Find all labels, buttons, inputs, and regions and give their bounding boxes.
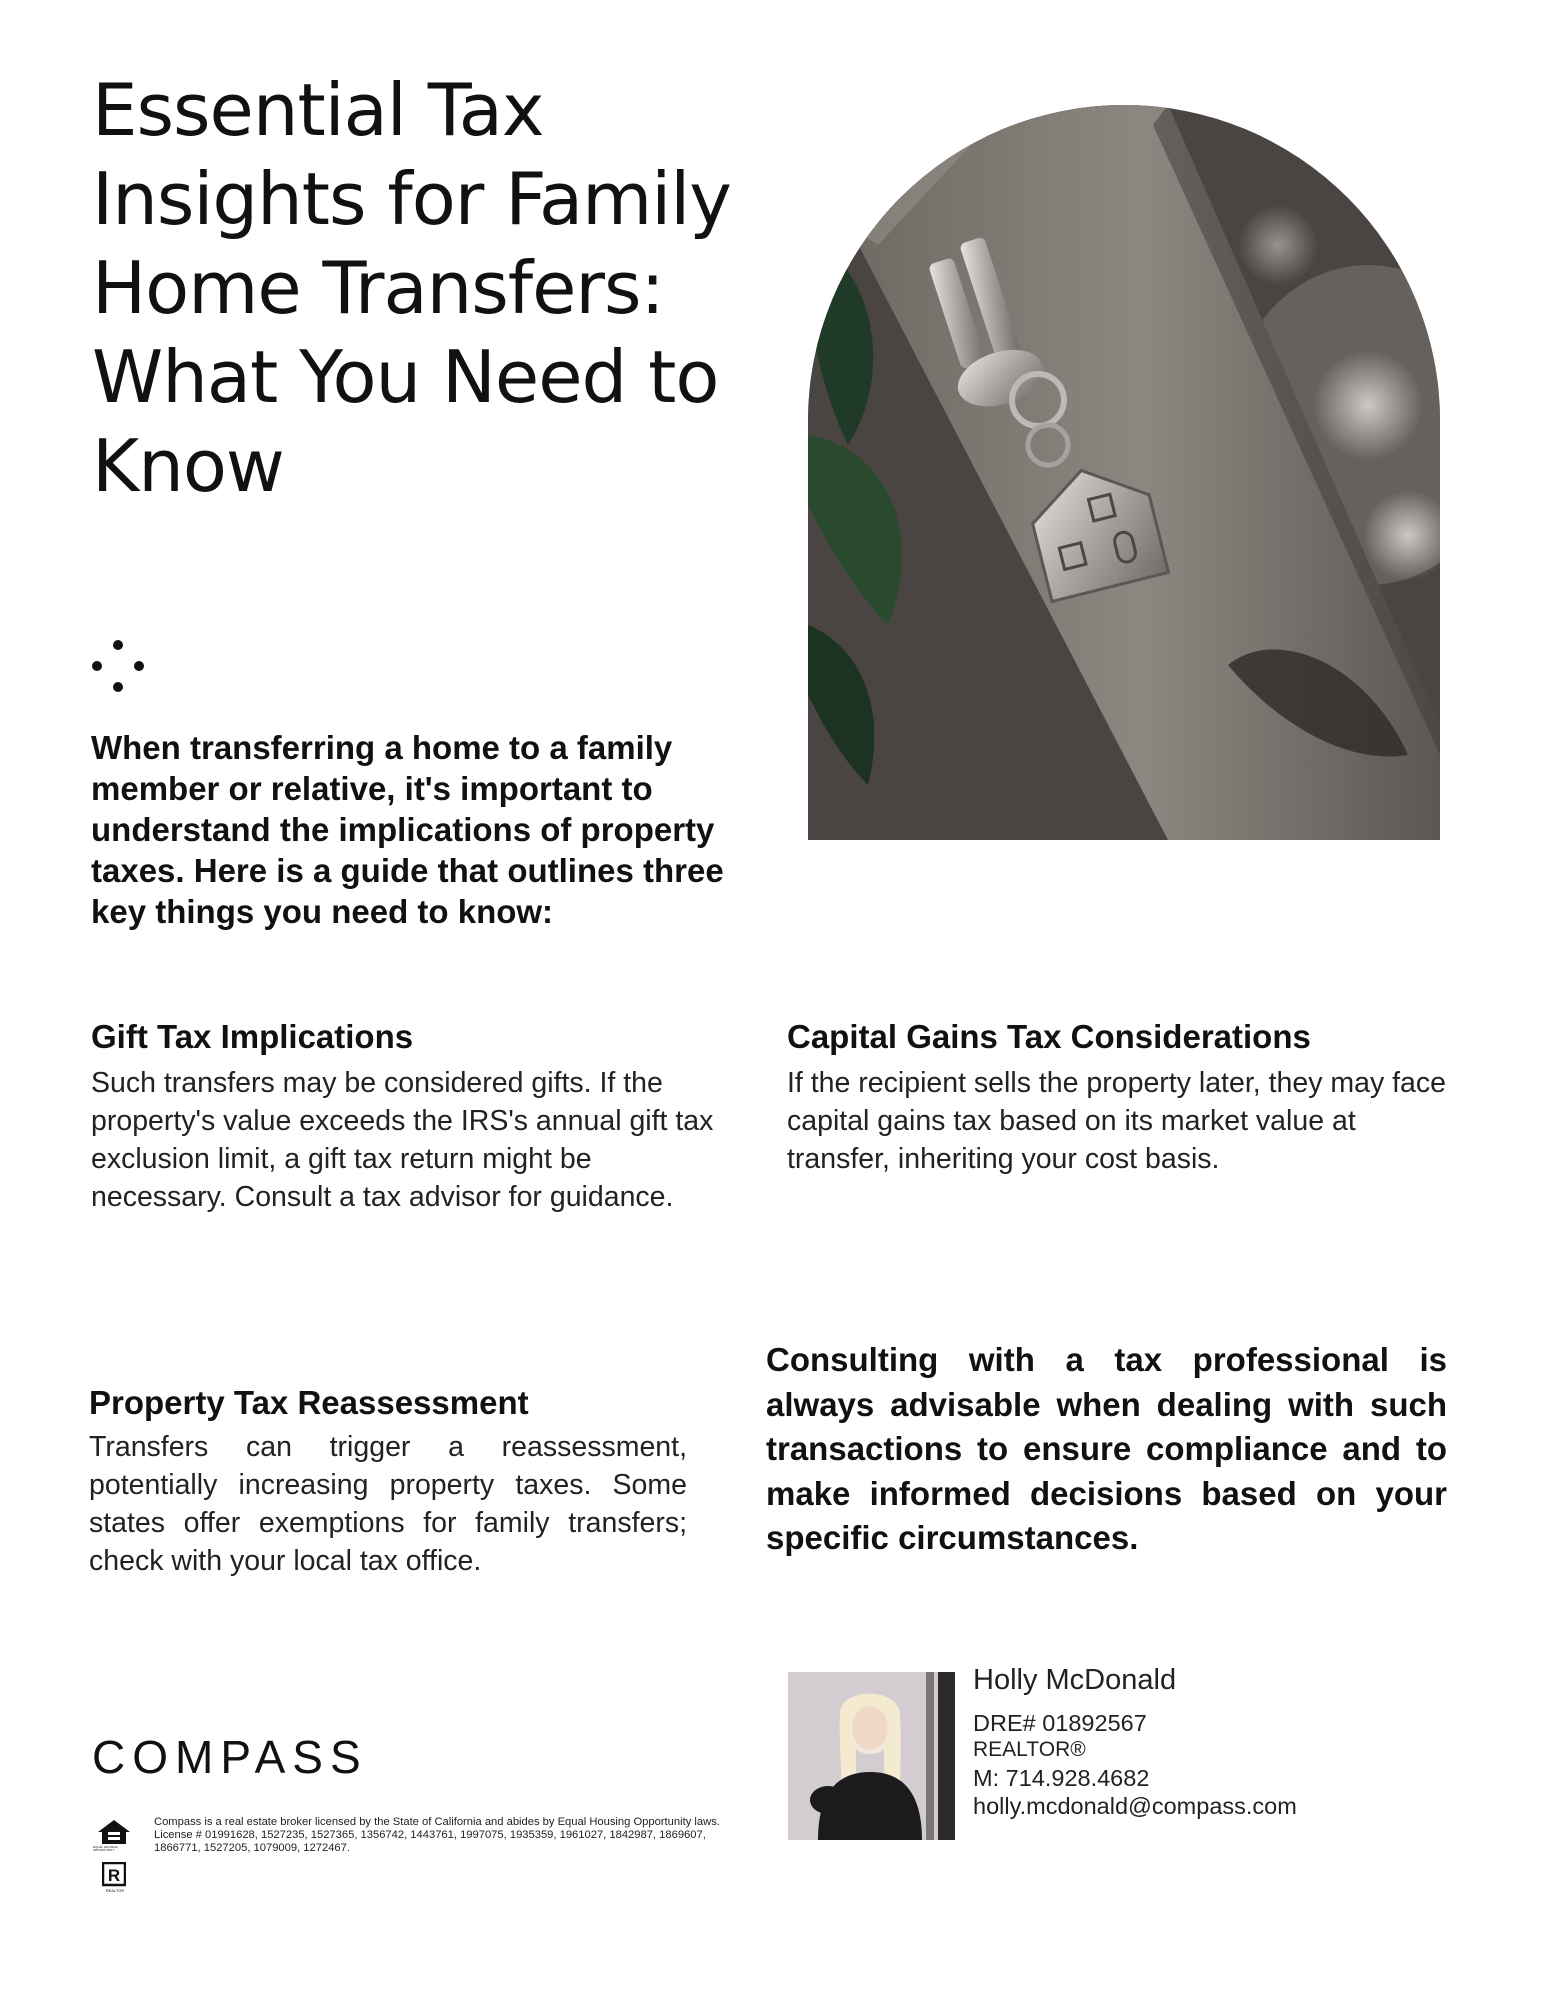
- hero-photo-keys: [808, 105, 1440, 840]
- legal-disclaimer: Compass is a real estate broker licensed by the State of California and abides by Equal Housing Opportunity laws. License # 01991628, 1527235, 1527365, 1356742, 1443761, 1997075, 1935359, 1961027, 1842987, 1869607, 1866771, 1527205, 1079009, 1272467.: [154, 1816, 720, 1854]
- agent-title: REALTOR®: [973, 1738, 1086, 1761]
- agent-photo: [788, 1672, 955, 1840]
- realtor-label: REALTOR: [105, 1888, 125, 1893]
- compass-logo: COMPASS: [92, 1731, 368, 1783]
- equal-housing-icon: [93, 1818, 132, 1852]
- section-body-property-tax: Transfers can trigger a reassessment, potentially increasing property taxes. Some states offer exemptions for family transfers; check with your local tax office.: [89, 1431, 687, 1577]
- realtor-icon: [102, 1862, 126, 1896]
- section-body-capital-gains: If the recipient sells the property later, they may face capital gains tax based on its market value at transfer, inheriting your cost basis.: [787, 1067, 1446, 1175]
- agent-phone[interactable]: M: 714.928.4682: [973, 1765, 1150, 1791]
- intro-paragraph: When transferring a home to a family member or relative, it's important to understand the implications of property taxes. Here is a guide that outlines three key things you need to know:: [91, 729, 724, 930]
- section-heading-capital-gains: Capital Gains Tax Considerations: [787, 1018, 1311, 1055]
- agent-name: Holly McDonald: [973, 1664, 1177, 1696]
- agent-email[interactable]: holly.mcdonald@compass.com: [973, 1793, 1297, 1819]
- section-body-gift-tax: Such transfers may be considered gifts. If the property's value exceeds the IRS's annual gift tax exclusion limit, a gift tax return might be necessary. Consult a tax advisor for guidance.: [91, 1067, 714, 1213]
- page-title: Essential Tax Insights for Family Home Transfers: What You Need to Know: [92, 68, 731, 508]
- decorative-dots-icon: [92, 640, 144, 696]
- svg-text:R: R: [107, 1866, 121, 1885]
- section-heading-gift-tax: Gift Tax Implications: [91, 1018, 414, 1055]
- section-heading-property-tax: Property Tax Reassessment: [89, 1384, 529, 1421]
- agent-dre: DRE# 01892567: [973, 1710, 1147, 1736]
- equal-housing-label: EQUAL HOUSING OPPORTUNITY: [93, 1845, 118, 1852]
- callout-paragraph: Consulting with a tax professional is always advisable when dealing with such transactions to ensure compliance and to make informed decisions based on your specific circumstances.: [766, 1341, 1447, 1556]
